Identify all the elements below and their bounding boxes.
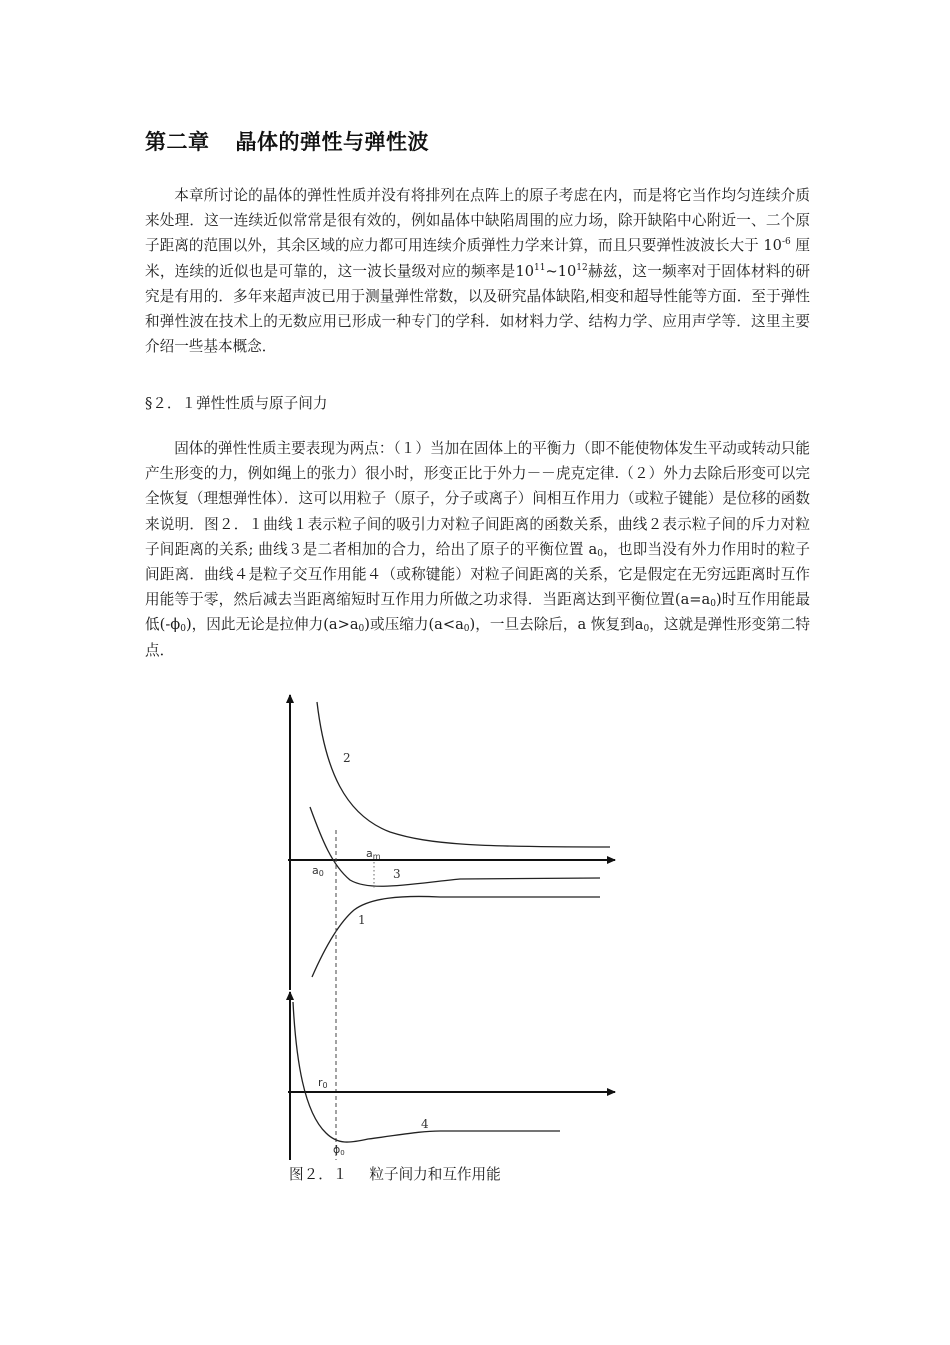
- section-heading: §２．１弹性性质与原子间力: [145, 395, 328, 412]
- label-curve-1: 1: [358, 913, 366, 927]
- symbol-expression: ): [715, 591, 722, 609]
- chapter-title: [145, 126, 429, 156]
- symbol-expression: (a<a: [428, 616, 464, 634]
- power-base: 10: [515, 262, 535, 280]
- label-r0: r0: [318, 1076, 328, 1090]
- para-text: 恢复到: [590, 616, 635, 634]
- figure-caption-text: 粒子间力和互作用能: [369, 1166, 501, 1183]
- power-exponent: -6: [781, 237, 791, 248]
- power-exponent: 11: [534, 262, 546, 273]
- para-text: ，一旦去除后，: [475, 616, 578, 634]
- label-curve-4: 4: [421, 1117, 429, 1131]
- symbol-expression: ): [185, 616, 192, 634]
- label-phi0: ϕ0: [333, 1143, 345, 1157]
- range-tilde: ~: [545, 262, 558, 280]
- para-text: 固体的弹性性质主要表现为两点：（１）当加在固体上的平衡力（即不能使物体发生平动或转动只能产生形变的力，例如绳上的张力）很小时，形变正比于外力－－虎克定律.（２）外力去除后形变可以完全恢复（理想弹性体）．这可以用粒子（原子，分子或离子）间相互作用力（或粒子键能）是位移的函数来说明．图２．１曲线１表示粒子间的吸引力对粒子间距离的函数关系，曲线２表示粒子间的斥力对粒子间距离的关系; 曲线３是二者相加的合力，给出了原子的平衡位置: [145, 440, 810, 558]
- curve-2-repulsion: [317, 702, 610, 847]
- power-base: 10: [763, 237, 782, 255]
- elasticity-paragraph: [145, 436, 810, 663]
- intro-text-3: 赫兹，这一频率对于固体材料的研究是有用的．多年来超声波已用于测量弹性常数，以及研究晶体缺陷,相变和超导性能等方面．至于弹性和弹性波在技术上的无数应用已形成一种专门的学科．如材料力学、结构力学、应用声学等．这里主要介绍一些基本概念．: [145, 262, 810, 356]
- symbol-expression: (-ϕ: [159, 616, 181, 634]
- label-am: am: [366, 847, 381, 861]
- symbol-a: a: [588, 540, 598, 558]
- symbol-subscript: 0: [643, 624, 650, 635]
- symbol-subscript: 0: [358, 624, 365, 635]
- symbol-subscript: 0: [180, 624, 186, 635]
- para-text: ，因此无论是拉伸力: [191, 616, 324, 634]
- symbol-a: a: [634, 616, 644, 634]
- symbol-expression: ): [469, 616, 476, 634]
- symbol-a: a: [577, 616, 587, 634]
- symbol-subscript: 0: [710, 599, 716, 610]
- figure-svg: [270, 690, 630, 1165]
- symbol-subscript: 0: [463, 624, 470, 635]
- curve-1-attraction: [312, 896, 600, 977]
- symbol-subscript: 0: [597, 548, 603, 559]
- force-energy-figure: [270, 690, 630, 1165]
- power-exponent: 12: [576, 262, 588, 273]
- symbol-expression: ): [364, 616, 370, 634]
- figure-caption: [289, 1163, 501, 1184]
- chapter-label: 第二章: [145, 130, 210, 154]
- intro-paragraph: [145, 183, 810, 359]
- intro-text-2: 厘米，连续的近似也是可靠的，这一波长量级对应的频率是: [145, 237, 811, 280]
- para-text: ，也即当没有外力作用时的粒子间距离．曲线４是粒子交互作用能４（或称键能）对粒子间距离的关系，它是假定在无穷远距离时互作用能等于零，然后减去当距离缩短时互作用力所做之功求得．当距离达到平衡位置: [145, 540, 810, 609]
- para-text: ，这就是弹性形变第二特点．: [145, 616, 810, 659]
- figure-caption-number: 图２．１: [289, 1166, 348, 1183]
- chapter-name: 晶体的弹性与弹性波: [235, 130, 429, 154]
- symbol-expression: (a>a: [323, 616, 359, 634]
- label-curve-2: 2: [343, 751, 351, 765]
- label-curve-3: 3: [393, 867, 401, 881]
- para-text: 时互作用能最低: [145, 591, 810, 634]
- intro-text-1: 本章所讨论的晶体的弹性性质并没有将排列在点阵上的原子考虑在内，而是将它当作均匀连续介质来处理．这一连续近似常常是很有效的，例如晶体中缺陷周围的应力场，除开缺陷中心附近一、二个原子距离的范围以外，其余区域的应力都可用连续介质弹性力学来计算，而且只要弹性波波长大于: [145, 187, 810, 255]
- power-base: 10: [557, 262, 577, 280]
- symbol-expression: (a=a: [674, 591, 711, 609]
- label-a0: a0: [312, 864, 324, 878]
- para-text: 或压缩力: [369, 616, 429, 634]
